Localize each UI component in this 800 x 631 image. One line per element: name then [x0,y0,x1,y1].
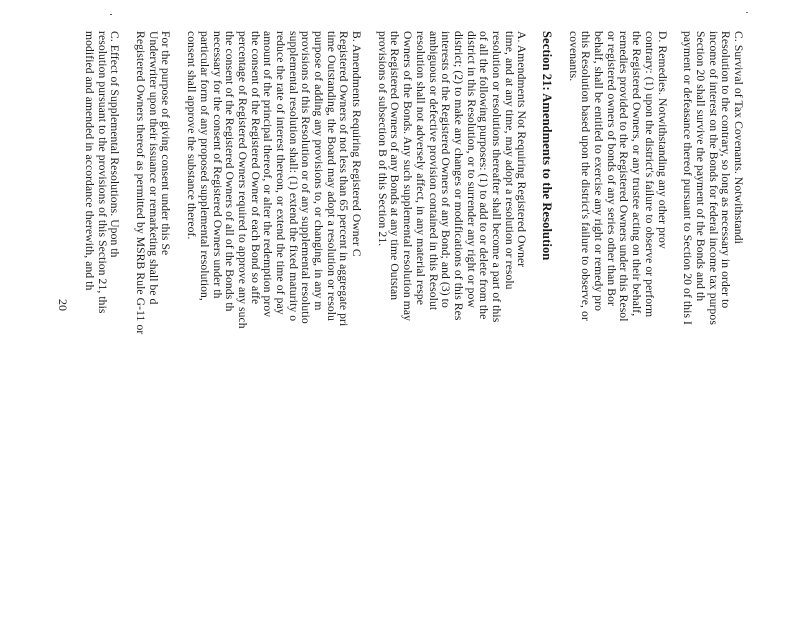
paragraph-line: For the purpose of giving consent under this Se [159,31,173,256]
paragraph-gap [553,31,566,631]
page-number: 20 [56,299,70,311]
section-heading: Section 21: Amendments to the Resolution [540,31,555,261]
paragraph-line: B. Amendments Requiring Registered Owner C [350,31,364,257]
paragraph-gap [120,31,133,631]
paragraph-line: the Registered Owners of any Bonds at any time Outstan [388,31,402,301]
paragraph-line: district in this Resolution, or to surrender any right or pow [464,31,478,308]
paragraph-line: or registered owners of bonds of any series other than Bor [604,31,618,306]
paragraph-line: particular form of any proposed supplemental resolution, [197,31,211,301]
paragraph-line: contrary: (1) upon the district's failure to observe or perform [642,31,656,318]
paragraph-line: covenants. [566,31,580,82]
paragraph-line: Registered Owners of not less than 65 percent in aggregate pri [337,31,351,327]
paragraph-line: resolution shall not adversely affect, in any material respe [413,31,427,305]
paragraph-line: resolution pursuant to the provisions of this Section 21, this [95,31,109,314]
paragraph-line: necessary for the consent of Registered Owners under th [210,31,224,299]
document-page [40,9,760,609]
paragraph-line: the Registered Owners, or any trustee acting on their behalf, [630,31,644,317]
paragraph-line: Resolution to the contrary, so long as necessary in order to [719,31,733,309]
paragraph-gap [172,31,185,631]
paragraph-line: consent shall approve the substance thereof. [185,31,199,240]
document-body [82,31,744,631]
paragraph-gap [527,31,540,631]
paragraph-line: A. Amendments Not Requiring Registered Owner [515,31,529,268]
paragraph-line: D. Remedies. Notwithstanding any other prov [655,31,669,249]
paragraph-line: Owners of the Bonds. Any such supplemental resolution may [401,31,415,322]
paragraph-line: behalf, shall be entitled to exercise any right or remedy pro [592,31,606,312]
paragraph-line: remedies provided to the Registered Owners under this Resol [617,31,631,322]
paragraph-line: the consent of the Registered Owners of all of the Bonds th [223,31,237,312]
paragraph-line: supplemental resolution shall: (1) extend the fixed maturity o [286,31,300,322]
paragraph-line: Underwriter upon their issuance or remarketing shall be d [146,31,160,305]
paragraph-line: ambiguous or defective provision contained in this Resolut [426,31,440,311]
paragraph-line: the consent of the Registered Owner of each Bond so affe [248,31,262,305]
paragraph-line: provisions of this Resolution or of any supplemental resolutio [299,31,313,324]
paragraph-line: of all the following purposes: (1) to add to or delete from the [477,31,491,320]
paragraph-line: payment or defeasance thereof pursuant to Section 20 of this I [681,31,695,326]
paragraph-line: this Resolution based upon the district's failure to observe, or [579,31,593,321]
paragraph-line: C. Effect of Supplemental Resolutions. Upon th [108,31,122,258]
paragraph-line: modified and amended in accordance therewith, and th [83,31,97,291]
paragraph-line: Registered Owners thereof as permitted by MSRB Rule G-11 or [134,31,148,335]
scan-speck [110,14,112,15]
paragraph-line: C. Survival of Tax Covenants. Notwithstandi [732,31,745,244]
paragraph-line: resolution or resolutions thereafter shall become a part of this [490,31,503,323]
paragraph-line: income of interest on the Bonds for federal income tax purpos [706,31,720,325]
paragraph-gap [362,31,375,631]
paragraph-line: purpose of adding any provisions to, or changing, in any m [312,31,326,311]
paragraph-line: time, and at any time, may adopt a resolution or resolu [502,31,516,290]
paragraph-line: Section 20 shall survive the payment of the Bonds and th [693,31,707,302]
paragraph-line: district; (2) to make any changes or modifications of this Res [451,31,465,321]
paragraph-gap [668,31,681,631]
paragraph-line: provisions of subsection B of this Section 21. [375,31,389,247]
paragraph-line: time Outstanding, the Board may adopt a resolution or resolu [324,31,338,321]
paragraph-line: interests of the Registered Owners of any Bond; and (3) to [439,31,453,308]
scan-speck [746,12,748,13]
paragraph-line: reduce the rate of interest thereon, or extend the time of pay [274,31,287,315]
paragraph-line: amount of the principal thereof, or alter the redemption prov [261,31,275,318]
paragraph-line: percentage of Registered Owners required to approve any such [235,31,249,329]
